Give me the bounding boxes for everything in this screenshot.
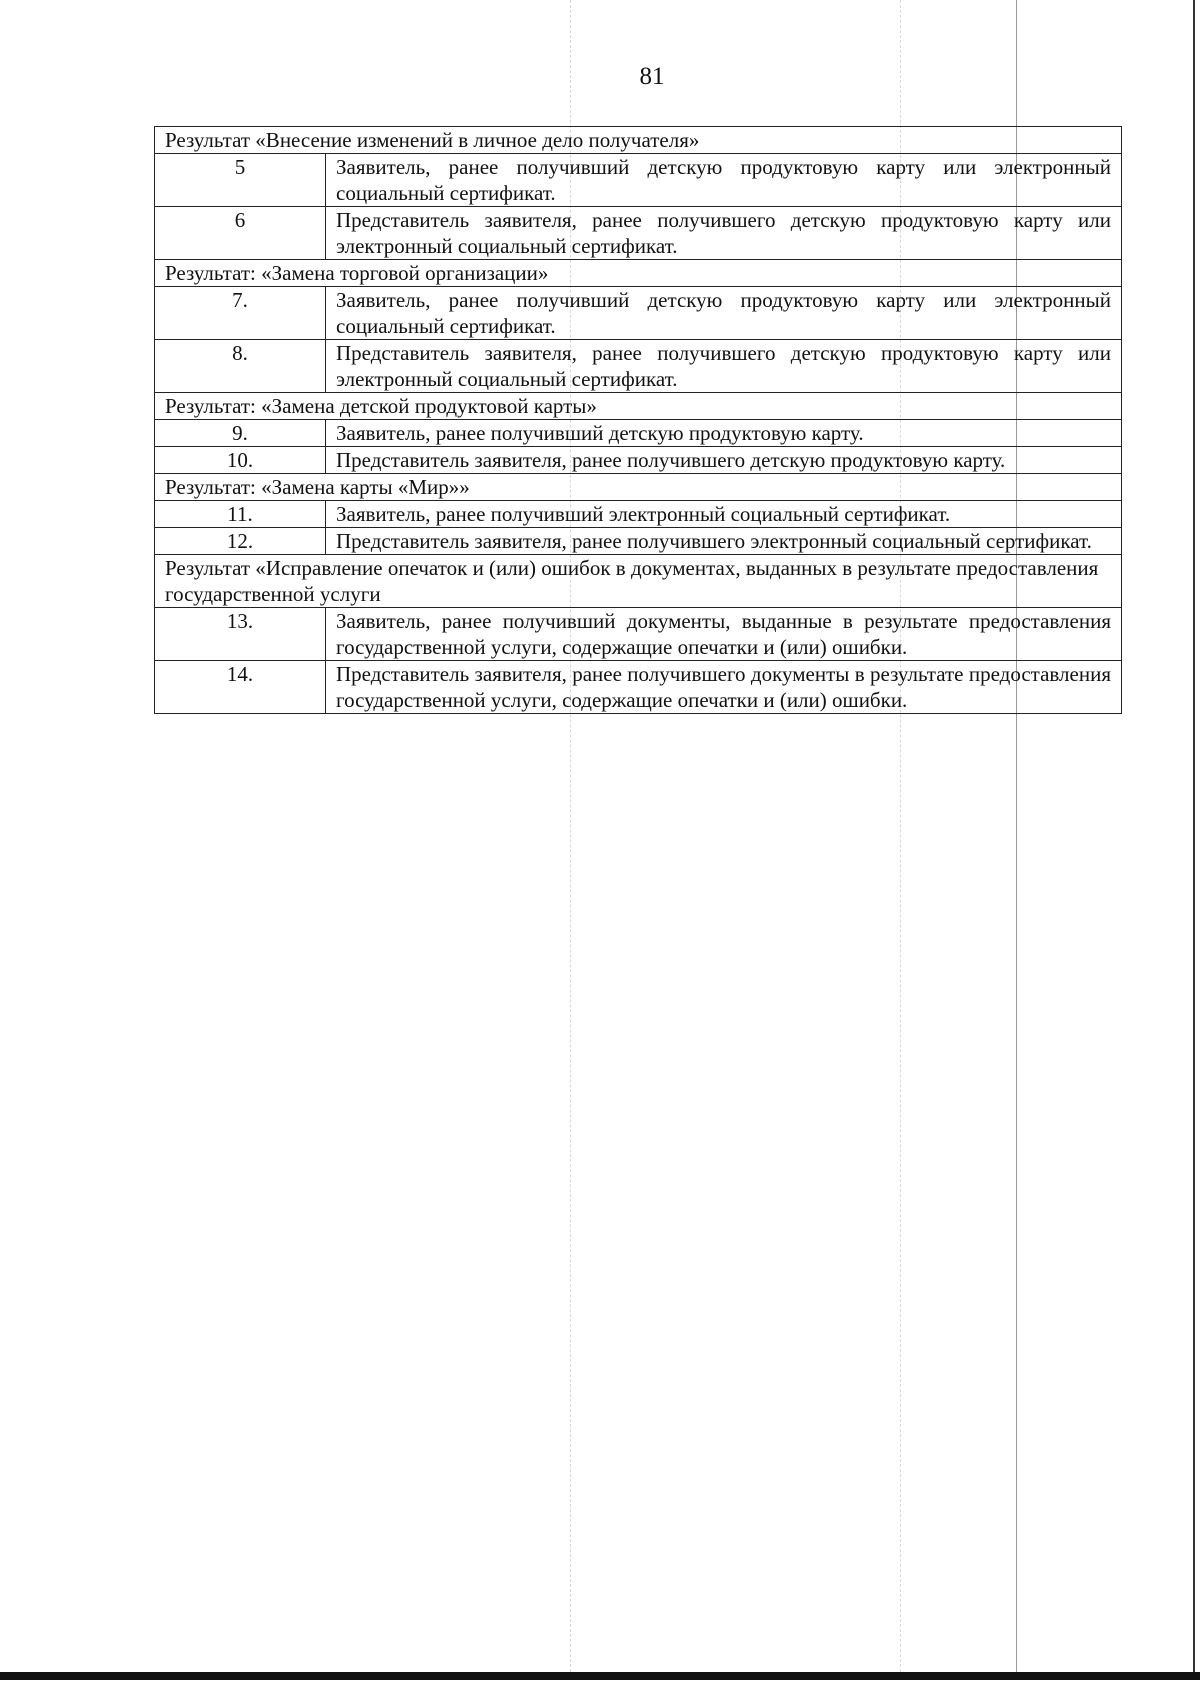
section-header-row [155,260,1122,287]
table-row [155,207,1122,260]
section-header-row [155,393,1122,420]
row-description: Заявитель, ранее получивший электронный социальный сертификат. [326,501,1122,528]
scan-page-edge [1193,0,1195,1680]
row-description: Представитель заявителя, ранее получившего детскую продуктовую карту или электронный социальный сертификат. [326,340,1122,393]
table-row [155,501,1122,528]
section-header-row [155,474,1122,501]
table-row [155,154,1122,207]
section-header: Результат: «Замена детской продуктовой карты» [155,393,1122,420]
table-row [155,608,1122,661]
section-header-row [155,127,1122,154]
scan-bottom-border [0,1672,1200,1680]
row-description: Заявитель, ранее получивший детскую продуктовую карту или электронный социальный сертификат. [326,287,1122,340]
row-number: 14. [155,661,326,714]
row-description: Заявитель, ранее получивший документы, выданные в результате предоставления государственной услуги, содержащие опечатки и (или) ошибки. [326,608,1122,661]
section-header: Результат: «Замена карты «Мир»» [155,474,1122,501]
document-table [154,126,1122,714]
row-number: 11. [155,501,326,528]
row-description: Представитель заявителя, ранее получившего детскую продуктовую карту или электронный социальный сертификат. [326,207,1122,260]
table-row [155,340,1122,393]
row-number: 13. [155,608,326,661]
row-number: 12. [155,528,326,555]
section-header-row [155,555,1122,608]
row-number: 10. [155,447,326,474]
row-description: Представитель заявителя, ранее получившего документы в результате предоставления государственной услуги, содержащие опечатки и (или) ошибки. [326,661,1122,714]
table-row [155,661,1122,714]
row-number: 7. [155,287,326,340]
row-number: 8. [155,340,326,393]
table-row [155,528,1122,555]
row-description: Заявитель, ранее получивший детскую продуктовую карту. [326,420,1122,447]
row-number: 9. [155,420,326,447]
row-description: Представитель заявителя, ранее получившего детскую продуктовую карту. [326,447,1122,474]
section-header: Результат «Внесение изменений в личное дело получателя» [155,127,1122,154]
table-row [155,287,1122,340]
section-header: Результат «Исправление опечаток и (или) ошибок в документах, выданных в результате предоставления государственной услуги [155,555,1122,608]
table-row [155,447,1122,474]
page-number: 81 [639,63,665,90]
row-description: Представитель заявителя, ранее получившего электронный социальный сертификат. [326,528,1122,555]
section-header: Результат: «Замена торговой организации» [155,260,1122,287]
row-description: Заявитель, ранее получивший детскую продуктовую карту или электронный социальный сертификат. [326,154,1122,207]
row-number: 5 [155,154,326,207]
table-row [155,420,1122,447]
row-number: 6 [155,207,326,260]
